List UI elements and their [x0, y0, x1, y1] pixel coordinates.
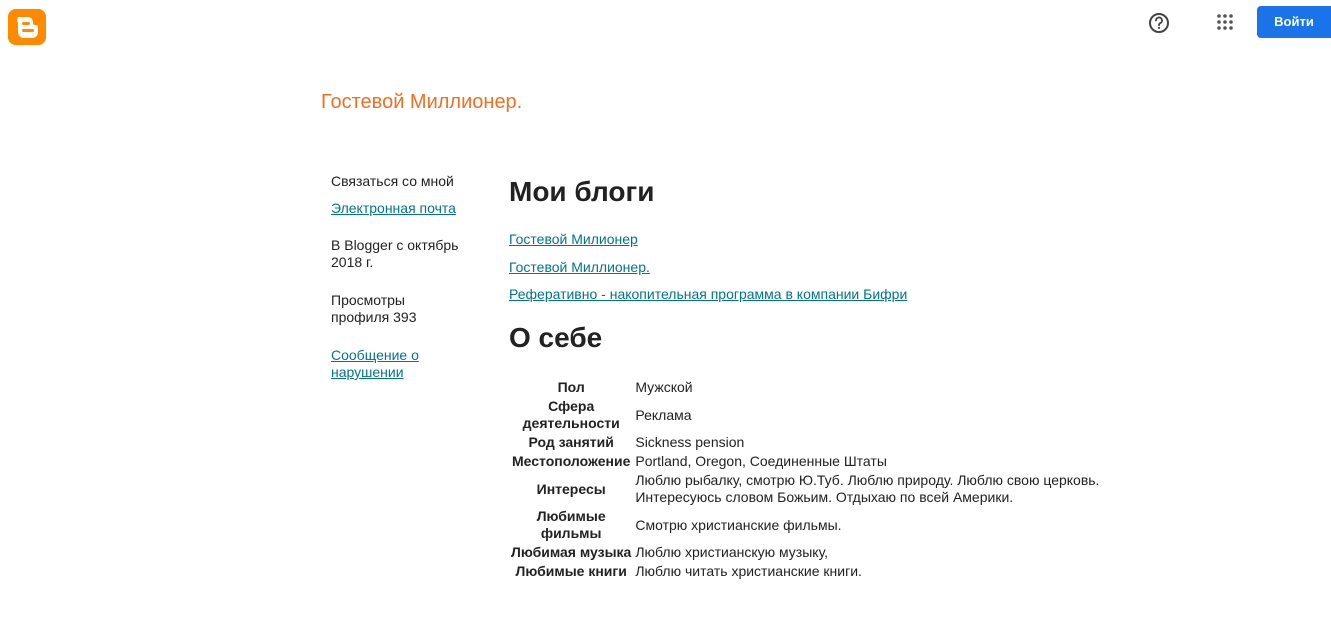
- about-row-books: [509, 562, 1137, 581]
- blog-link[interactable]: Реферативно - накопительная программа в компании Бифри: [509, 286, 908, 302]
- about-label: [509, 507, 633, 543]
- about-value: Portland, Oregon, Соединенные Штаты: [635, 453, 887, 469]
- about-label: Местоположение: [511, 453, 631, 469]
- about-label: Пол: [557, 379, 585, 395]
- about-value-text: Люблю рыбалку, смотрю Ю.Туб. Люблю природу. Люблю свою церковь. Интересуюсь словом Божьим. Отдыхаю по всей Америки.: [635, 472, 1100, 505]
- about-label: [509, 397, 633, 433]
- my-blogs-heading: Мои блоги: [509, 176, 655, 207]
- about-label: Род занятий: [528, 434, 614, 450]
- apps-grid-icon[interactable]: [1216, 13, 1234, 31]
- about-row-occupation: [509, 433, 1137, 452]
- blogger-logo-icon[interactable]: [8, 9, 46, 45]
- report-abuse-link[interactable]: Сообщение о нарушении: [331, 347, 419, 380]
- login-button[interactable]: Войти: [1257, 6, 1331, 38]
- about-row-interests: [509, 471, 1137, 507]
- about-row-gender: [509, 378, 1137, 397]
- member-since-text: В Blogger с октябрь 2018 г.: [331, 237, 459, 270]
- about-label: Любимая музыка: [511, 544, 632, 560]
- profile-views-text: Просмотры профиля 393: [331, 292, 417, 325]
- about-value: Смотрю христианские фильмы.: [635, 516, 842, 533]
- about-label: Любимые книги: [515, 563, 627, 579]
- email-link[interactable]: Электронная почта: [331, 200, 456, 216]
- about-value: Люблю читать христианские книги.: [635, 563, 862, 579]
- about-row-movies: [509, 507, 1137, 543]
- about-value: Реклама: [635, 406, 692, 423]
- about-value: [633, 471, 1137, 507]
- blog-link[interactable]: Гостевой Миллионер.: [509, 259, 650, 275]
- about-value: Sickness pension: [635, 434, 745, 450]
- blog-link[interactable]: Гостевой Милионер: [509, 231, 638, 247]
- help-circle-icon[interactable]: [1148, 12, 1170, 34]
- about-label-text: Сфера деятельности: [522, 398, 620, 431]
- about-row-music: [509, 543, 1137, 562]
- about-value: Мужской: [635, 379, 693, 395]
- blog-title[interactable]: Гостевой Миллионер.: [321, 91, 523, 113]
- about-label-text: Любимые фильмы: [536, 508, 606, 541]
- about-row-location: [509, 452, 1137, 471]
- about-label: Интересы: [536, 480, 606, 497]
- about-row-industry: [509, 397, 1137, 433]
- contact-heading: Связаться со мной: [331, 173, 454, 189]
- about-value: Люблю христианскую музыку,: [635, 544, 829, 560]
- about-table: [509, 378, 1137, 581]
- about-me-heading: О себе: [509, 322, 603, 353]
